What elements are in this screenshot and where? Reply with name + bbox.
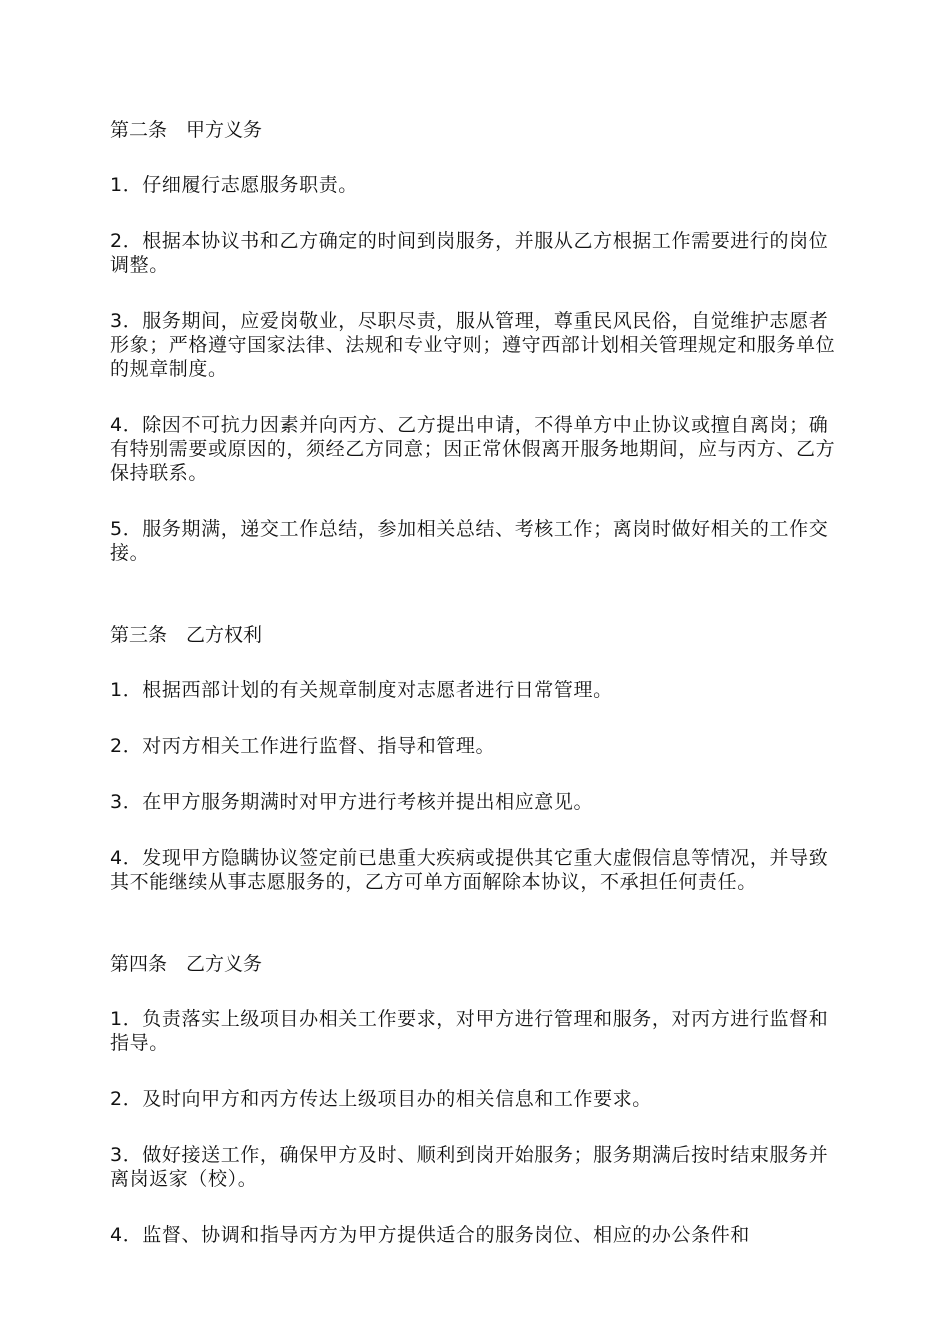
clause-paragraph: 2．及时向甲方和丙方传达上级项目办的相关信息和工作要求。	[110, 1088, 652, 1110]
clause-paragraph: 4．发现甲方隐瞒协议签定前已患重大疾病或提供其它重大虚假信息等情况，并导致其不能继续从事志愿服务的，乙方可单方面解除本协议，不承担任何责任。	[110, 847, 829, 893]
clause-paragraph: 3．做好接送工作，确保甲方及时、顺利到岗开始服务；服务期满后按时结束服务并离岗返家（校）。	[110, 1144, 829, 1190]
clause-paragraph: 2．对丙方相关工作进行监督、指导和管理。	[110, 735, 496, 757]
clause-paragraph: 1．根据西部计划的有关规章制度对志愿者进行日常管理。	[110, 679, 613, 701]
clause-paragraph: 4．监督、协调和指导丙方为甲方提供适合的服务岗位、相应的办公条件和	[110, 1224, 750, 1246]
clause-paragraph: 3．服务期间，应爱岗敬业，尽职尽责，服从管理，尊重民风民俗，自觉维护志愿者形象；严格遵守国家法律、法规和专业守则；遵守西部计划相关管理规定和服务单位的规章制度。	[110, 310, 836, 380]
clause-paragraph: 4．除因不可抗力因素并向丙方、乙方提出申请，不得单方中止协议或擅自离岗；确有特别需要或原因的，须经乙方同意；因正常休假离开服务地期间，应与丙方、乙方保持联系。	[110, 414, 836, 484]
section-heading: 第三条 乙方权利	[110, 624, 263, 646]
clause-paragraph: 2．根据本协议书和乙方确定的时间到岗服务，并服从乙方根据工作需要进行的岗位调整。	[110, 230, 829, 276]
section-party-b-rights	[110, 623, 845, 894]
clause-paragraph: 1．负责落实上级项目办相关工作要求，对甲方进行管理和服务，对丙方进行监督和指导。	[110, 1008, 829, 1054]
section-heading: 第二条 甲方义务	[110, 119, 263, 141]
section-party-a-obligations	[110, 118, 845, 565]
clause-paragraph: 3．在甲方服务期满时对甲方进行考核并提出相应意见。	[110, 791, 594, 813]
section-party-b-obligations	[110, 952, 845, 1247]
clause-paragraph: 1．仔细履行志愿服务职责。	[110, 174, 358, 196]
section-heading: 第四条 乙方义务	[110, 953, 263, 975]
clause-paragraph: 5．服务期满，递交工作总结，参加相关总结、考核工作；离岗时做好相关的工作交接。	[110, 518, 829, 564]
document-page	[110, 118, 845, 1305]
